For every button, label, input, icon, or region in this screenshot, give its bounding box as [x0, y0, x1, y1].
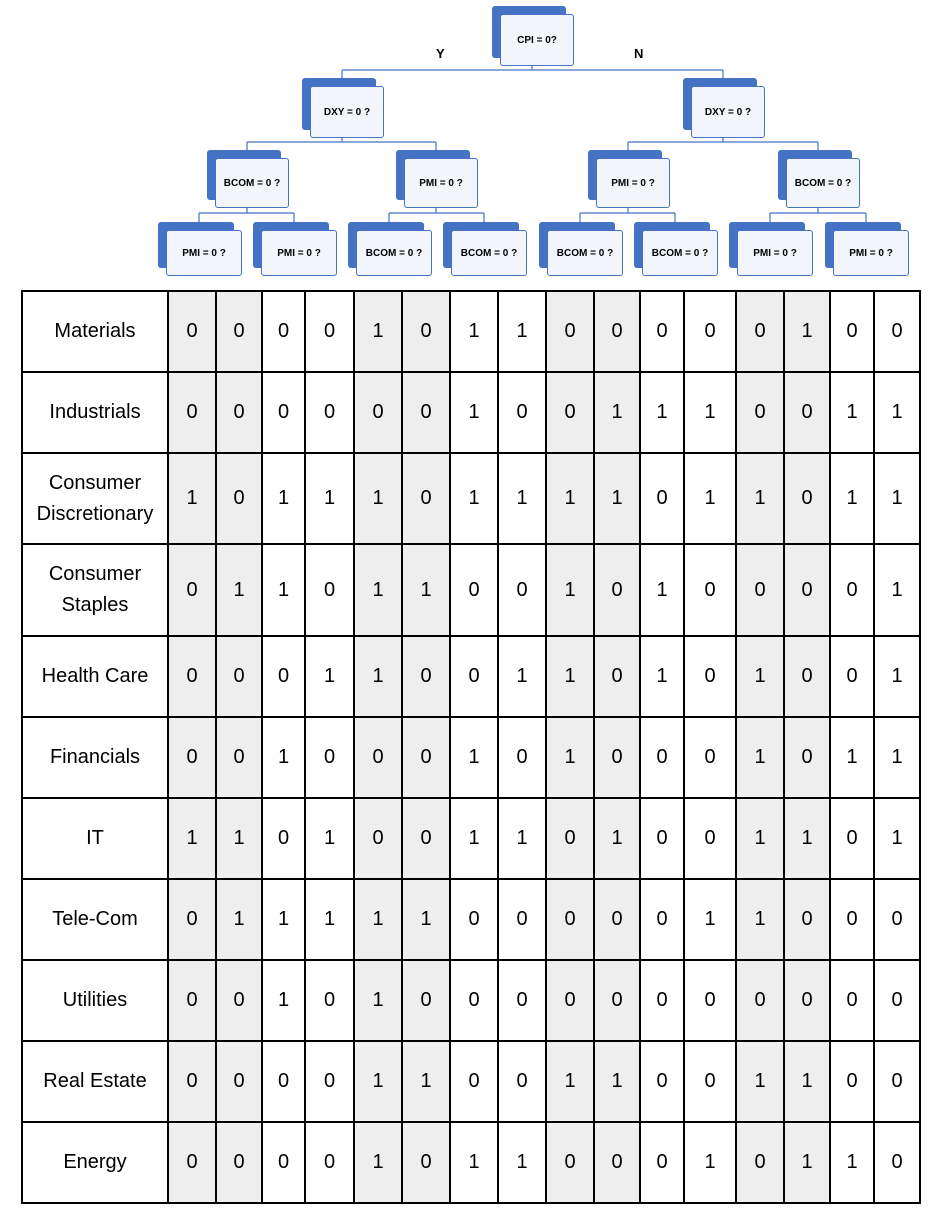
signal-cell: 0 [216, 636, 262, 717]
node-label: BCOM = 0 ? [547, 230, 623, 276]
signal-cell: 0 [736, 960, 784, 1041]
signal-cell: 1 [684, 1122, 736, 1203]
signal-cell: 1 [784, 1122, 830, 1203]
signal-cell: 1 [262, 879, 305, 960]
signal-cell: 0 [402, 636, 450, 717]
signal-cell: 0 [498, 960, 546, 1041]
signal-cell: 0 [402, 453, 450, 544]
signal-cell: 1 [354, 636, 402, 717]
signal-cell: 0 [262, 1122, 305, 1203]
sector-label: Consumer Discretionary [22, 453, 168, 544]
signal-cell: 1 [546, 1041, 594, 1122]
level2-node [396, 150, 478, 208]
signal-cell: 0 [830, 879, 874, 960]
table-row [22, 717, 920, 798]
signal-cell: 0 [640, 798, 684, 879]
leaf-node [539, 222, 623, 276]
table-row [22, 291, 920, 372]
signal-cell: 0 [784, 372, 830, 453]
sector-label: Materials [22, 291, 168, 372]
sector-label: Consumer Staples [22, 544, 168, 636]
signal-cell: 0 [498, 544, 546, 636]
signal-cell: 1 [305, 879, 354, 960]
node-label: PMI = 0 ? [737, 230, 813, 276]
node-label: BCOM = 0 ? [642, 230, 718, 276]
signal-cell: 0 [354, 717, 402, 798]
sector-label: IT [22, 798, 168, 879]
signal-cell: 1 [168, 453, 216, 544]
signal-cell: 1 [305, 798, 354, 879]
signal-cell: 0 [450, 544, 498, 636]
sector-label: Real Estate [22, 1041, 168, 1122]
signal-cell: 1 [874, 372, 920, 453]
signal-cell: 0 [736, 544, 784, 636]
table-row [22, 879, 920, 960]
node-label: BCOM = 0 ? [356, 230, 432, 276]
signal-cell: 0 [216, 291, 262, 372]
table-row [22, 453, 920, 544]
signal-cell: 0 [402, 798, 450, 879]
signal-cell: 0 [736, 372, 784, 453]
leaf-node [825, 222, 909, 276]
signal-cell: 0 [784, 544, 830, 636]
signal-cell: 0 [305, 1041, 354, 1122]
signal-cell: 0 [640, 291, 684, 372]
level1-node [302, 78, 384, 138]
node-label: BCOM = 0 ? [451, 230, 527, 276]
no-branch-label: N [634, 46, 644, 61]
signal-cell: 0 [874, 1122, 920, 1203]
signal-cell: 0 [402, 1122, 450, 1203]
signal-cell: 0 [736, 291, 784, 372]
signal-cell: 0 [594, 717, 640, 798]
level2-node [207, 150, 289, 208]
signal-cell: 0 [546, 1122, 594, 1203]
signal-cell: 1 [402, 544, 450, 636]
signal-cell: 0 [784, 960, 830, 1041]
signal-cell: 0 [684, 544, 736, 636]
sector-label: Energy [22, 1122, 168, 1203]
signal-cell: 1 [594, 453, 640, 544]
signal-cell: 0 [305, 291, 354, 372]
signal-cell: 0 [262, 372, 305, 453]
signal-cell: 0 [216, 717, 262, 798]
sector-label: Industrials [22, 372, 168, 453]
table-row [22, 636, 920, 717]
signal-cell: 1 [736, 453, 784, 544]
signal-cell: 1 [354, 1041, 402, 1122]
signal-cell: 1 [736, 798, 784, 879]
signal-cell: 0 [546, 798, 594, 879]
signal-cell: 0 [640, 453, 684, 544]
leaf-node [729, 222, 813, 276]
signal-cell: 0 [640, 1122, 684, 1203]
signal-cell: 1 [546, 544, 594, 636]
signal-cell: 1 [402, 879, 450, 960]
sector-label: Tele-Com [22, 879, 168, 960]
signal-cell: 0 [830, 960, 874, 1041]
signal-cell: 1 [498, 798, 546, 879]
signal-cell: 1 [830, 372, 874, 453]
level2-node [778, 150, 860, 208]
signal-cell: 1 [354, 1122, 402, 1203]
signal-cell: 0 [450, 960, 498, 1041]
signal-cell: 0 [402, 960, 450, 1041]
signal-cell: 0 [262, 1041, 305, 1122]
signal-cell: 1 [546, 453, 594, 544]
signal-cell: 1 [684, 372, 736, 453]
signal-cell: 1 [546, 636, 594, 717]
signal-cell: 0 [402, 372, 450, 453]
signal-cell: 1 [402, 1041, 450, 1122]
signal-cell: 1 [830, 717, 874, 798]
signal-cell: 0 [498, 372, 546, 453]
signal-cell: 1 [262, 960, 305, 1041]
sector-label: Health Care [22, 636, 168, 717]
table-row [22, 544, 920, 636]
node-label: DXY = 0 ? [691, 86, 765, 138]
signal-cell: 0 [168, 879, 216, 960]
leaf-node [348, 222, 432, 276]
signal-cell: 1 [354, 879, 402, 960]
signal-cell: 0 [450, 879, 498, 960]
sector-signal-table [21, 290, 921, 1204]
signal-cell: 0 [684, 798, 736, 879]
signal-cell: 0 [305, 544, 354, 636]
signal-cell: 0 [594, 636, 640, 717]
signal-cell: 0 [354, 372, 402, 453]
signal-cell: 0 [402, 291, 450, 372]
signal-cell: 0 [546, 291, 594, 372]
signal-cell: 0 [784, 879, 830, 960]
signal-cell: 0 [305, 960, 354, 1041]
signal-cell: 0 [402, 717, 450, 798]
signal-cell: 1 [594, 798, 640, 879]
leaf-node [253, 222, 337, 276]
signal-cell: 1 [684, 879, 736, 960]
signal-cell: 0 [594, 1122, 640, 1203]
signal-cell: 0 [498, 1041, 546, 1122]
signal-cell: 1 [784, 798, 830, 879]
signal-cell: 0 [354, 798, 402, 879]
signal-cell: 1 [546, 717, 594, 798]
table-row [22, 798, 920, 879]
signal-cell: 1 [262, 453, 305, 544]
signal-cell: 1 [736, 717, 784, 798]
signal-cell: 0 [830, 291, 874, 372]
node-label: PMI = 0 ? [261, 230, 337, 276]
leaf-node [158, 222, 242, 276]
signal-cell: 0 [262, 798, 305, 879]
signal-cell: 0 [305, 372, 354, 453]
signal-cell: 1 [594, 372, 640, 453]
signal-cell: 1 [874, 717, 920, 798]
signal-cell: 0 [305, 1122, 354, 1203]
sector-label: Utilities [22, 960, 168, 1041]
signal-cell: 0 [874, 1041, 920, 1122]
signal-cell: 0 [546, 960, 594, 1041]
signal-cell: 1 [450, 798, 498, 879]
signal-cell: 0 [216, 372, 262, 453]
signal-cell: 1 [305, 636, 354, 717]
signal-cell: 0 [640, 1041, 684, 1122]
signal-cell: 1 [874, 636, 920, 717]
signal-cell: 0 [546, 372, 594, 453]
signal-cell: 1 [262, 717, 305, 798]
node-label: PMI = 0 ? [596, 158, 670, 208]
signal-cell: 0 [168, 1122, 216, 1203]
signal-cell: 1 [684, 453, 736, 544]
signal-cell: 1 [784, 291, 830, 372]
signal-cell: 1 [498, 291, 546, 372]
signal-cell: 1 [450, 372, 498, 453]
signal-cell: 0 [874, 879, 920, 960]
signal-cell: 0 [546, 879, 594, 960]
signal-cell: 0 [216, 453, 262, 544]
signal-cell: 1 [830, 453, 874, 544]
signal-cell: 1 [874, 798, 920, 879]
signal-cell: 1 [305, 453, 354, 544]
signal-cell: 0 [594, 960, 640, 1041]
signal-cell: 0 [594, 544, 640, 636]
signal-cell: 1 [450, 291, 498, 372]
sector-label: Financials [22, 717, 168, 798]
signal-cell: 1 [830, 1122, 874, 1203]
signal-cell: 0 [168, 544, 216, 636]
table-row [22, 1122, 920, 1203]
signal-cell: 0 [305, 717, 354, 798]
signal-cell: 0 [640, 960, 684, 1041]
signal-cell: 1 [354, 453, 402, 544]
signal-cell: 0 [640, 717, 684, 798]
signal-cell: 0 [498, 879, 546, 960]
signal-cell: 0 [594, 879, 640, 960]
signal-cell: 0 [450, 636, 498, 717]
node-label: PMI = 0 ? [166, 230, 242, 276]
root-node-cpi [492, 6, 574, 66]
node-label: PMI = 0 ? [404, 158, 478, 208]
signal-cell: 0 [684, 636, 736, 717]
signal-cell: 0 [830, 1041, 874, 1122]
signal-cell: 1 [262, 544, 305, 636]
signal-cell: 0 [684, 717, 736, 798]
signal-cell: 1 [216, 544, 262, 636]
signal-cell: 1 [874, 453, 920, 544]
signal-cell: 1 [216, 879, 262, 960]
node-label: CPI = 0? [500, 14, 574, 66]
table-row [22, 1041, 920, 1122]
node-label: BCOM = 0 ? [786, 158, 860, 208]
signal-cell: 0 [784, 717, 830, 798]
signal-cell: 1 [354, 960, 402, 1041]
signal-cell: 0 [498, 717, 546, 798]
node-label: BCOM = 0 ? [215, 158, 289, 208]
signal-cell: 0 [262, 291, 305, 372]
signal-cell: 1 [354, 544, 402, 636]
signal-cell: 1 [354, 291, 402, 372]
node-label: DXY = 0 ? [310, 86, 384, 138]
signal-cell: 0 [168, 1041, 216, 1122]
signal-cell: 1 [736, 1041, 784, 1122]
signal-cell: 0 [168, 717, 216, 798]
signal-cell: 1 [450, 717, 498, 798]
table-row [22, 960, 920, 1041]
level1-node [683, 78, 765, 138]
signal-cell: 1 [216, 798, 262, 879]
signal-cell: 1 [874, 544, 920, 636]
signal-cell: 0 [684, 291, 736, 372]
signal-cell: 0 [216, 960, 262, 1041]
signal-cell: 0 [684, 960, 736, 1041]
yes-branch-label: Y [436, 46, 445, 61]
signal-cell: 1 [594, 1041, 640, 1122]
signal-cell: 0 [640, 879, 684, 960]
signal-cell: 1 [736, 879, 784, 960]
signal-cell: 0 [784, 453, 830, 544]
signal-cell: 0 [874, 291, 920, 372]
signal-cell: 0 [684, 1041, 736, 1122]
signal-cell: 1 [784, 1041, 830, 1122]
signal-cell: 0 [874, 960, 920, 1041]
level2-node [588, 150, 670, 208]
decision-tree [0, 0, 936, 290]
signal-cell: 1 [168, 798, 216, 879]
signal-cell: 1 [640, 636, 684, 717]
signal-cell: 1 [498, 636, 546, 717]
signal-cell: 0 [216, 1122, 262, 1203]
signal-cell: 1 [640, 372, 684, 453]
signal-cell: 1 [498, 453, 546, 544]
signal-cell: 0 [168, 291, 216, 372]
signal-cell: 0 [216, 1041, 262, 1122]
signal-cell: 1 [640, 544, 684, 636]
table-row [22, 372, 920, 453]
signal-cell: 0 [168, 960, 216, 1041]
node-label: PMI = 0 ? [833, 230, 909, 276]
signal-cell: 0 [830, 798, 874, 879]
signal-cell: 0 [262, 636, 305, 717]
signal-cell: 0 [830, 636, 874, 717]
signal-cell: 0 [594, 291, 640, 372]
leaf-node [443, 222, 527, 276]
signal-cell: 0 [830, 544, 874, 636]
signal-cell: 1 [450, 453, 498, 544]
signal-cell: 0 [784, 636, 830, 717]
signal-cell: 0 [450, 1041, 498, 1122]
signal-cell: 1 [736, 636, 784, 717]
signal-cell: 0 [736, 1122, 784, 1203]
signal-cell: 1 [498, 1122, 546, 1203]
signal-cell: 1 [450, 1122, 498, 1203]
leaf-node [634, 222, 718, 276]
signal-cell: 0 [168, 372, 216, 453]
signal-cell: 0 [168, 636, 216, 717]
